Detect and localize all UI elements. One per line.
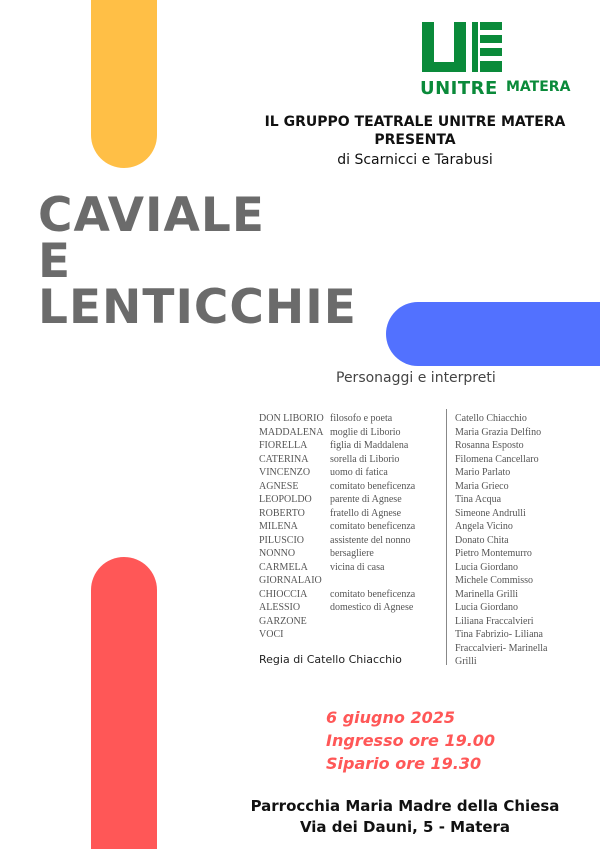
cast-character-name: PILUSCIO bbox=[259, 534, 305, 546]
event-date: 6 giugno 2025 bbox=[326, 708, 455, 727]
cast-character-name: VINCENZO bbox=[259, 467, 311, 478]
cast-names-column bbox=[259, 412, 329, 642]
cast-actor-name: Donato Chita bbox=[455, 534, 509, 546]
cast-character-role bbox=[330, 574, 445, 588]
cast-actors-column bbox=[455, 412, 570, 669]
cast-actor-name: Maria Grazia Delfino bbox=[455, 426, 542, 438]
cast-character-name: CARMELA bbox=[259, 561, 308, 573]
header-group: IL GRUPPO TEATRALE UNITRE MATERA bbox=[264, 114, 566, 130]
cast-character-name: AGNESE bbox=[259, 480, 299, 492]
cast-character-role: vicina di casa bbox=[330, 561, 385, 573]
event-curtain-time: Sipario ore 19.30 bbox=[326, 754, 482, 773]
cast-character-role: uomo di fatica bbox=[330, 467, 388, 478]
cast-roles-column bbox=[330, 412, 445, 642]
cast-actor-name: Maria Grieco bbox=[455, 480, 509, 492]
title-line-3: LENTICCHIE bbox=[38, 280, 357, 335]
cast-actor-name: Lucia Giordano bbox=[455, 561, 519, 573]
director-credit: Regia di Catello Chiacchio bbox=[259, 653, 402, 666]
cast-character-role bbox=[330, 628, 445, 642]
cast-character-role: comitato beneficenza bbox=[330, 521, 416, 532]
cast-character-name: GARZONE bbox=[259, 615, 307, 627]
cast-character-role: comitato beneficenza bbox=[330, 480, 416, 492]
cast-divider bbox=[446, 409, 447, 665]
header-authors: di Scarnicci e Tarabusi bbox=[337, 152, 493, 168]
cast-character-role: bersagliere bbox=[330, 548, 374, 559]
title-line-1: CAVIALE bbox=[38, 188, 265, 243]
cast-actor-name: Tina Acqua bbox=[455, 494, 502, 505]
cast-character-role: filosofo e poeta bbox=[330, 413, 393, 424]
cast-actor-name: Marinella Grilli bbox=[455, 588, 519, 600]
cast-character-name: NONNO bbox=[259, 548, 296, 559]
cast-character-role: domestico di Agnese bbox=[330, 602, 414, 613]
cast-actor-name: Catello Chiacchio bbox=[455, 413, 527, 424]
cast-character-name: MILENA bbox=[259, 521, 298, 532]
cast-character-role: moglie di Liborio bbox=[330, 426, 401, 438]
cast-character-name: GIORNALAIO bbox=[259, 575, 322, 586]
cast-character-role: comitato beneficenza bbox=[330, 588, 416, 600]
cast-character-role bbox=[330, 615, 445, 629]
cast-character-role: figlia di Maddalena bbox=[330, 440, 409, 451]
play-title bbox=[38, 188, 357, 335]
logo-city: MATERA bbox=[506, 79, 571, 95]
cast-character-name: VOCI bbox=[259, 629, 284, 640]
cast-character-role: parente di Agnese bbox=[330, 494, 402, 505]
cast-actor-name: Angela Vicino bbox=[455, 521, 513, 532]
cast-character-role: fratello di Agnese bbox=[330, 507, 402, 519]
cast-character-name: DON LIBORIO bbox=[259, 413, 324, 424]
cast-actor-name: Simeone Andrulli bbox=[455, 507, 526, 519]
cast-actor-name: Tina Fabrizio- Liliana Fraccalvieri- Marinella Grilli bbox=[455, 629, 548, 667]
orange-decorative-pill bbox=[91, 0, 157, 168]
cast-character-name: MADDALENA bbox=[259, 426, 324, 438]
cast-actor-name: Pietro Montemurro bbox=[455, 548, 532, 559]
cast-character-name: CHIOCCIA bbox=[259, 588, 308, 600]
cast-character-name: LEOPOLDO bbox=[259, 494, 312, 505]
cast-character-role: sorella di Liborio bbox=[330, 453, 400, 465]
venue-name: Parrocchia Maria Madre della Chiesa bbox=[250, 797, 560, 815]
cast-character-name: FIORELLA bbox=[259, 440, 308, 451]
blue-decorative-pill bbox=[386, 302, 600, 366]
cast-actor-name: Mario Parlato bbox=[455, 467, 511, 478]
event-entry-time: Ingresso ore 19.00 bbox=[326, 731, 496, 750]
cast-character-name: CATERINA bbox=[259, 453, 309, 465]
cast-actor-name: Rosanna Esposto bbox=[455, 440, 524, 451]
header-presenta: PRESENTA bbox=[374, 132, 456, 148]
cast-character-name: ALESSIO bbox=[259, 602, 301, 613]
logo-wordmark: UNITRE bbox=[420, 78, 498, 99]
cast-actor-name: Lucia Giordano bbox=[455, 602, 519, 613]
cast-heading: Personaggi e interpreti bbox=[336, 370, 496, 386]
red-decorative-pill bbox=[91, 557, 157, 849]
cast-actor-name: Filomena Cancellaro bbox=[455, 453, 539, 465]
title-line-2: E bbox=[38, 234, 72, 289]
venue-address: Via dei Dauni, 5 - Matera bbox=[299, 818, 511, 836]
cast-actor-name: Michele Commisso bbox=[455, 575, 534, 586]
cast-character-name: ROBERTO bbox=[259, 507, 305, 519]
cast-character-role: assistente del nonno bbox=[330, 534, 411, 546]
cast-actor-name: Liliana Fraccalvieri bbox=[455, 615, 534, 627]
